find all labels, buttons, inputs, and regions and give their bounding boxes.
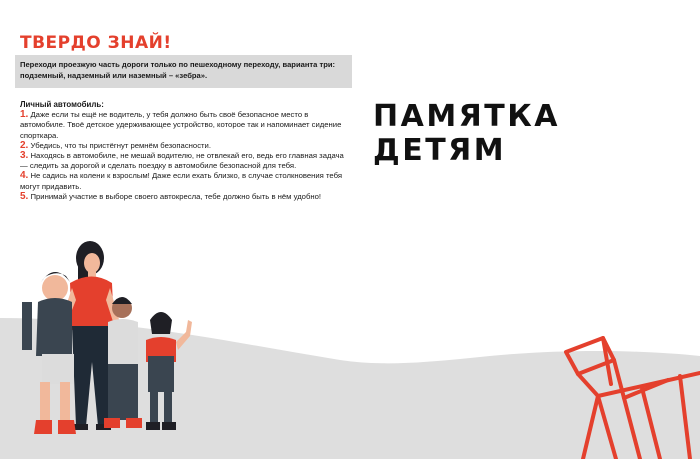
- item-number: 5.: [20, 190, 29, 202]
- list-item: [20, 141, 350, 151]
- list-item: [20, 110, 350, 141]
- family-illustration: [22, 241, 192, 434]
- left-title: ТВЕРДО ЗНАЙ!: [20, 33, 172, 53]
- item-text: Убедись, что ты пристёгнут ремнём безопасности.: [28, 140, 211, 150]
- list-item: [20, 171, 350, 191]
- section-heading: Личный автомобиль:: [20, 100, 104, 109]
- memo-title: [373, 100, 560, 168]
- item-number: 4.: [20, 170, 29, 182]
- list-item: [20, 151, 350, 171]
- item-number: 1.: [20, 109, 29, 121]
- item-text: Принимай участие в выборе своего автокресла, тебе должно быть в нём удобно!: [28, 191, 322, 201]
- crossing-info-band: [15, 55, 352, 88]
- car-safety-section: [20, 100, 350, 202]
- memo-title-line2: ДЕТЯМ: [373, 133, 507, 168]
- item-text: Не садись на колени к взрослым! Даже если ехать близко, в случае столкновения тебя могут придавить.: [20, 171, 342, 191]
- item-text: Находясь в автомобиле, не мешай водителю, не отвлекай его, ведь его главная задача — следить за дорогой и сделать поездку в автомобиле безопасной для тебя.: [20, 151, 344, 171]
- crossing-info-text: Переходи проезжую часть дороги только по пешеходному переходу, варианта три: подземный, надземный или наземный – «зебра».: [20, 60, 336, 80]
- item-text: Даже если ты ещё не водитель, у тебя должно быть своё безопасное место в автомобиле. Твоё детское удерживающее устройство, которое так и напоминает сидение спорткара.: [20, 110, 342, 140]
- item-number: 2.: [20, 139, 29, 151]
- item-number: 3.: [20, 150, 29, 162]
- memo-title-line1: ПАМЯТКА: [373, 99, 560, 134]
- list-item: [20, 192, 350, 202]
